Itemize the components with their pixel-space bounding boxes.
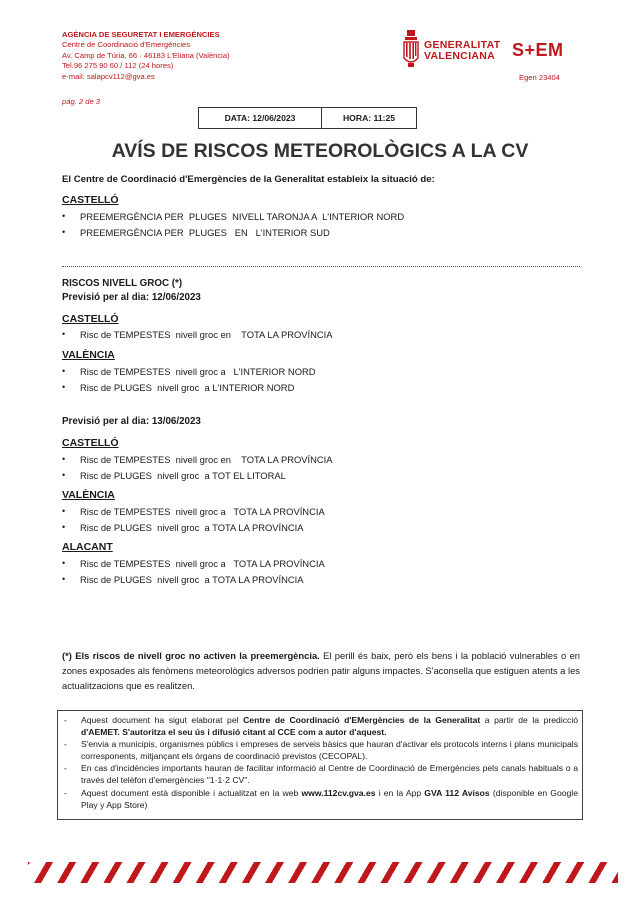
gva-logo-line1: GENERALITAT — [424, 39, 501, 51]
time-cell: HORA: 11:25 — [342, 113, 396, 123]
generalitat-logo — [402, 30, 501, 70]
preemergency-list — [62, 209, 404, 240]
list-item: • Risc de PLUGES nivell groc a L'INTERIOR NORD — [62, 380, 316, 396]
list-item: • Risc de TEMPESTES nivell groc a TOTA LA PROVÍNCIA — [62, 504, 325, 520]
date-time-box — [198, 107, 417, 129]
list-item: • Risc de PLUGES nivell groc a TOT EL LITORAL — [62, 468, 333, 484]
info-text: S'envia a municipis, organismes públics i empreses de serveis bàsics que hauran d'activar els protocols interns i plans municipals corresponents, mitjançant els òrgans de coordinació previstos (CECOPAL). — [81, 739, 578, 762]
egen-code: Egen 23404 — [519, 73, 560, 82]
footnote — [62, 648, 580, 693]
centre-name: Centre de Coordinació d'Emergències — [62, 40, 191, 50]
info-bold: d'AEMET. S'autoritza el seu ús i difusió citant al CCE com a autor d'aquest. — [81, 727, 387, 738]
info-row — [62, 762, 578, 786]
info-text: Aquest document ha sigut elaborat pel — [81, 715, 244, 725]
dash-marker: - — [64, 763, 67, 774]
page-title: AVÍS DE RISCOS METEOROLÒGICS A LA CV — [111, 140, 529, 162]
preemergency-region: CASTELLÓ — [62, 194, 119, 206]
list-item: • Risc de TEMPESTES nivell groc a TOTA LA PROVÍNCIA — [62, 556, 325, 572]
info-row — [62, 738, 578, 762]
list-item: • Risc de TEMPESTES nivell groc a L'INTERIOR NORD — [62, 364, 316, 380]
list-item: • Risc de PLUGES nivell groc a TOTA LA PROVÍNCIA — [62, 572, 325, 588]
list-item: • PREEMERGÈNCIA PER PLUGES NIVELL TARONJA A L'INTERIOR NORD — [62, 209, 404, 225]
yellow-risks-heading: RISCOS NIVELL GROC (*) — [62, 278, 183, 289]
day2-valencia-region: VALÈNCIA — [62, 489, 115, 501]
dotted-divider — [62, 266, 580, 267]
email: e-mail: salapcv112@gva.es — [62, 71, 155, 81]
day2-castello-region: CASTELLÓ — [62, 437, 119, 449]
info-bold: Centre de Coordinació d'EMergències de la Generalitat — [243, 715, 481, 725]
gva-logo-line2: VALENCIANA — [424, 50, 496, 62]
info-text: (disponible en Google Play y App Store) — [81, 787, 578, 810]
dash-marker: - — [64, 715, 67, 725]
info-text: En cas d'incidències importants hauran de facilitar informació al Centre de Coordinació de Emergències pels canals habituals o a través del telèfon d'emergències "1·1·2 CV". — [81, 763, 578, 786]
day1-castello-region: CASTELLÓ — [62, 313, 119, 325]
day1-label: Previsió per al dia: 12/06/2023 — [62, 292, 201, 303]
phone: Tel.96 275 90 60 / 112 (24 hores) — [62, 61, 174, 71]
day1-valencia-region: VALÈNCIA — [62, 349, 115, 361]
page-number: pág. 2 de 3 — [62, 97, 101, 106]
day2-castello-list — [62, 452, 333, 483]
info-text: Aquest document està disponible i actualitzat en la web — [81, 787, 302, 798]
list-item: • Risc de PLUGES nivell groc a TOTA LA PROVÍNCIA — [62, 520, 325, 536]
info-row — [62, 714, 578, 738]
info-box — [57, 710, 583, 820]
info-text: i en la App — [375, 787, 425, 798]
day2-valencia-list — [62, 504, 325, 535]
info-text: a partir de la predicció — [480, 715, 579, 725]
dash-marker: - — [64, 787, 67, 798]
agency-name: AGÈNCIA DE SEGURETAT I EMERGÈNCIES — [62, 30, 220, 39]
intro-text: El Centre de Coordinació d'Emergències de la Generalitat estableix la situació de: — [62, 174, 435, 185]
list-item: • Risc de TEMPESTES nivell groc en TOTA LA PROVÍNCIA — [62, 327, 333, 343]
dash-marker: - — [64, 739, 67, 750]
day2-alacant-list — [62, 556, 325, 587]
info-row — [62, 787, 578, 811]
footer-stripes — [0, 862, 640, 883]
day1-valencia-list — [62, 364, 316, 395]
date-cell: DATA: 12/06/2023 — [199, 108, 322, 128]
sem-logo: S+EM — [512, 40, 564, 60]
app-name: GVA 112 Avisos — [424, 787, 490, 798]
website-link[interactable]: www.112cv.gva.es — [301, 787, 376, 798]
list-item: • Risc de TEMPESTES nivell groc en TOTA LA PROVÍNCIA — [62, 452, 333, 468]
address: Av. Camp de Túria, 66 · 46183 L'Eliana (València) — [62, 50, 230, 60]
day2-label: Previsió per al dia: 13/06/2023 — [62, 416, 201, 427]
footnote-bold: (*) Els riscos de nivell groc no activen la preemergència. — [62, 650, 320, 661]
agency-header — [62, 30, 230, 82]
list-item: • PREEMERGÈNCIA PER PLUGES EN L'INTERIOR SUD — [62, 225, 404, 241]
footnote-text: El perill és baix, però els bens i la població vulnerables o en zones exposades als fenòmens meteorològics adversos podrien patir alguns impactes. S'aconsella que estiguen atents a les actualitzacions que es realitzen. — [62, 650, 580, 691]
day1-castello-list — [62, 327, 333, 343]
coat-of-arms-icon — [402, 30, 420, 70]
day2-alacant-region: ALACANT — [62, 541, 113, 553]
